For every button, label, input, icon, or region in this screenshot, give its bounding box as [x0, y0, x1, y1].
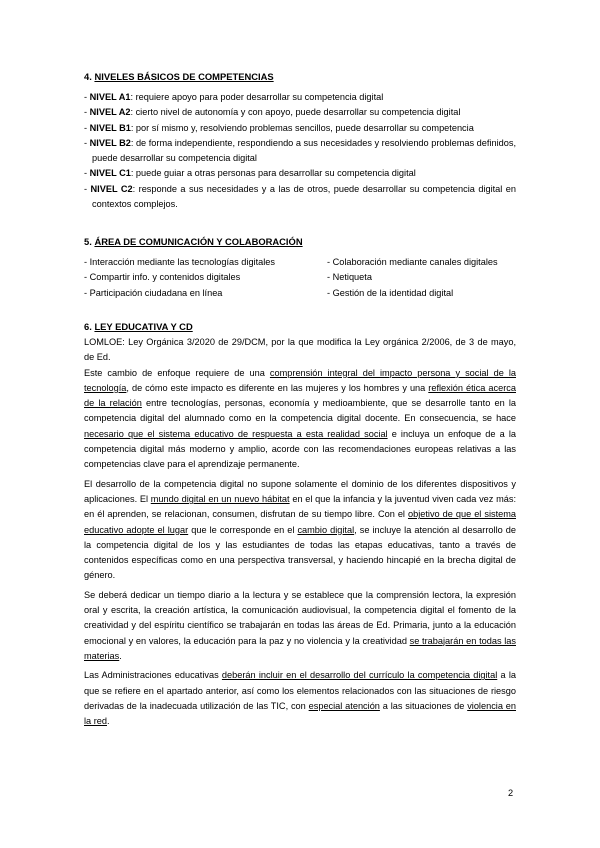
underlined-phrase: necesario que el sistema educativo de respuesta a esta realidad social [84, 428, 388, 439]
paragraph: El desarrollo de la competencia digital no supone solamente el dominio de los diferentes dispositivos y aplicaciones. El mundo digital en un nuevo hábitat en el que la infancia y la juventud viven cada vez más: en él aprenden, se relacionan, consumen, disfrutan de su tiempo libre. Con el objetivo de que el sistema educativo adopte el lugar que le corresponde en el cambio digital, se incluye la atención al desarrollo de la competencia digital de los y las estudiantes de todas las etapas educativas, tanto a través de contenidos específicas como en una perspectiva transversal, y haciendo hincapié en la brecha digital de género. [84, 478, 517, 581]
section-heading [84, 319, 516, 334]
area-list-right [327, 255, 498, 301]
level-code: NIVEL A1 [89, 92, 131, 102]
competency-level: - NIVEL B1: por sí mismo y, resolviendo problemas sencillos, puede desarrollar su competencia [84, 122, 474, 133]
list-item: - Netiqueta [327, 272, 372, 283]
area-list-left [84, 255, 327, 301]
section-communication-area [84, 234, 516, 301]
law-intro: LOMLOE: Ley Orgánica 3/2020 de 29/DCM, por la que modifica la Ley orgánica 2/2006, de 3 de mayo, de Ed. [84, 337, 516, 363]
level-code: NIVEL B1 [89, 122, 131, 133]
section-competency-levels [84, 69, 516, 212]
competency-level: - NIVEL C1: puede guiar a otras personas para desarrollar su competencia digital [84, 168, 416, 179]
section-number: 5. [84, 236, 92, 247]
page-number: 2 [508, 788, 514, 798]
underlined-phrase: deberán incluir en el desarrollo del currículo la competencia digital [221, 670, 498, 681]
competency-level: - NIVEL C2: responde a sus necesidades y a las de otros, puede desarrollar su competencia digital en contextos complejos. [84, 183, 516, 210]
level-code: NIVEL C1 [89, 168, 131, 179]
underlined-phrase: violencia en la red [84, 700, 516, 727]
list-item: - Colaboración mediante canales digitales [327, 257, 498, 267]
level-code: NIVEL B2 [89, 137, 131, 148]
section-heading [84, 234, 516, 249]
level-code: NIVEL A2 [89, 107, 131, 118]
competency-level: - NIVEL A1: requiere apoyo para poder desarrollar su competencia digital [84, 92, 384, 102]
section-number: 6. [84, 321, 92, 332]
section-title: NIVELES BÁSICOS DE COMPETENCIAS [94, 71, 274, 82]
underlined-phrase: reflexión ética acerca de la relación [84, 382, 516, 409]
underlined-phrase: mundo digital en un nuevo hábitat [150, 493, 290, 504]
section-education-law [84, 319, 516, 733]
levels-list [84, 90, 516, 212]
list-item: - Gestión de la identidad digital [327, 287, 454, 298]
section-title: ÁREA DE COMUNICACIÓN Y COLABORACIÓN [94, 236, 303, 247]
section-title: LEY EDUCATIVA Y CD [94, 321, 193, 332]
underlined-phrase: especial atención [308, 700, 380, 711]
paragraph: Este cambio de enfoque requiere de una comprensión integral del impacto persona y social de la tecnología, de cómo este impacto es diferente en las mujeres y los hombres y una reflexión ética acerca de la relación entre tecnologías, personas, economía y medioambiente, que se desarrolle tanto en la competencia digital del alumnado como en la competencia digital docente. En consecuencia, se hace necesario que el sistema educativo de respuesta a esta realidad social e incluya un enfoque de a la competencia digital más moderno y amplio, acorde con las recomendaciones europeas relativas a las competencias clave para el aprendizaje permanente. [84, 367, 516, 470]
underlined-phrase: objetivo de que el sistema educativo adopte el lugar [84, 509, 516, 535]
area-columns [84, 255, 516, 301]
competency-level: - NIVEL A2: cierto nivel de autonomía y con apoyo, puede desarrollar su competencia digital [84, 107, 461, 118]
list-item: - Compartir info. y contenidos digitales [84, 272, 241, 283]
level-description: : de forma independiente, respondiendo a sus necesidades y resolviendo problemas definidos, puede desarrollar su competencia digital [92, 137, 516, 164]
section-heading [84, 69, 516, 84]
list-item: - Participación ciudadana en línea [84, 287, 223, 298]
paragraph: Las Administraciones educativas deberán incluir en el desarrollo del currículo la competencia digital a la que se refiere en el apartado anterior, así como los elementos relacionados con las situaciones de riesgo derivadas de la inadecuada utilización de las TIC, con especial atención a las situaciones de violencia en la red. [84, 670, 517, 727]
underlined-phrase: comprensión integral del impacto persona y social de la tecnología [84, 367, 516, 393]
level-description: : puede guiar a otras personas para desarrollar su competencia digital [130, 168, 416, 179]
level-description: : requiere apoyo para poder desarrollar su competencia digital [130, 92, 384, 102]
level-description: : cierto nivel de autonomía y con apoyo, puede desarrollar su competencia digital [130, 107, 461, 118]
level-description: : responde a sus necesidades y a las de otros, puede desarrollar su competencia digital en contextos complejos. [92, 183, 516, 210]
level-description: : por sí mismo y, resolviendo problemas sencillos, puede desarrollar su competencia [130, 122, 474, 133]
underlined-phrase: cambio digital [297, 524, 355, 535]
level-code: NIVEL C2 [90, 183, 133, 194]
list-item: - Interacción mediante las tecnologías digitales [84, 257, 276, 267]
competency-level: - NIVEL B2: de forma independiente, respondiendo a sus necesidades y resolviendo problemas definidos, puede desarrollar su competencia digital [84, 137, 516, 164]
underlined-phrase: se trabajarán en todas las materias [84, 635, 516, 661]
section-number: 4. [84, 71, 92, 82]
paragraph: Se deberá dedicar un tiempo diario a la lectura y se establece que la comprensión lectora, la expresión oral y escrita, la creación artística, la comunicación audiovisual, la competencia digital el fomento de la creatividad y del espíritu científico se trabajarán en todas las áreas de Ed. Primaria, junto a la educación emocional y en valores, la educación para la paz y no violencia y la creatividad se trabajarán en todas las materias. [84, 589, 516, 661]
